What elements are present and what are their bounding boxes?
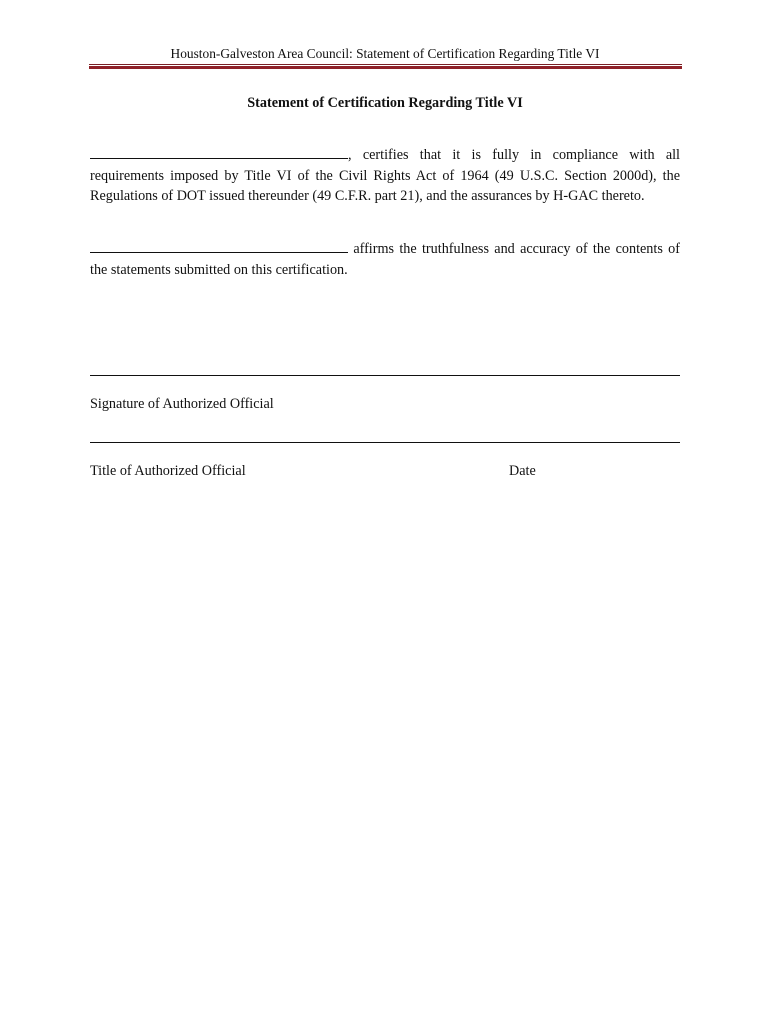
certification-paragraph [90,144,680,207]
signature-label: Signature of Authorized Official [90,396,274,412]
title-date-line[interactable] [90,442,680,443]
affirming-party-blank[interactable] [90,238,348,253]
header-rule-thin [89,64,682,65]
certification-text: , certifies that it is fully in compliance with all requirements imposed by Title VI of the Civil Rights Act of 1964 (49 U.S.C. Section 2000d), the Regulations of DOT issued thereunder (49 C.F.R. part 21), and the assurances by H-GAC thereto. [90,147,680,204]
affirmation-paragraph [90,238,680,280]
header-rule-thick [89,66,682,69]
running-header: Houston-Galveston Area Council: Statement of Certification Regarding Title VI [170,46,600,61]
date-label: Date [509,463,536,479]
document-title: Statement of Certification Regarding Title VI [247,95,523,111]
entity-name-blank[interactable] [90,144,348,159]
official-title-label: Title of Authorized Official [90,463,246,479]
signature-line[interactable] [90,375,680,376]
affirmation-text: affirms the truthfulness and accuracy of the contents of the statements submitted on this certification. [90,241,680,278]
